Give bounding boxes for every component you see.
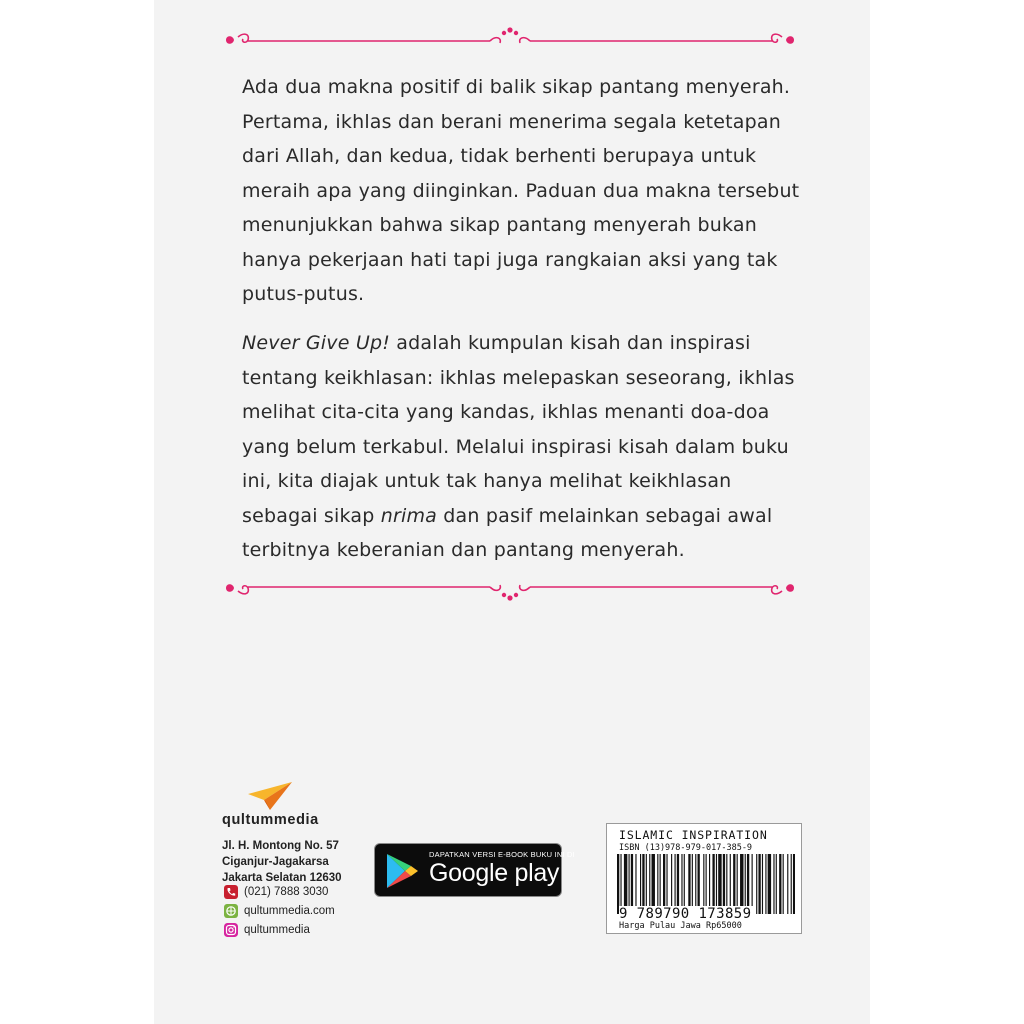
barcode-bar — [617, 854, 619, 914]
blurb-line: putus-putus. — [242, 283, 365, 305]
book-title: Never Give Up! — [242, 332, 391, 354]
barcode-bar — [624, 854, 627, 914]
blurb-line: ini, kita diajak untuk tak hanya melihat keikhlasan — [242, 470, 732, 492]
barcode-bar — [779, 854, 781, 914]
italic-word: nrima — [380, 504, 438, 527]
barcode-bar — [688, 854, 690, 914]
barcode-bar — [698, 854, 700, 914]
contact-phone — [224, 884, 328, 900]
blurb-line: tentang keikhlasan: ikhlas melepaskan seseorang, ikhlas — [242, 366, 795, 389]
barcode-bar — [677, 854, 679, 914]
barcode-bar — [737, 854, 738, 914]
phone-icon — [224, 885, 238, 899]
google-play-label: Google play — [429, 859, 560, 887]
barcode-bar — [723, 854, 725, 914]
blurb-line: sebagai sikap — [242, 504, 381, 527]
barcode-bar — [663, 854, 665, 914]
barcode-bar — [620, 854, 621, 914]
instagram-icon — [224, 923, 238, 937]
blurb-line: melihat cita-cita yang kandas, ikhlas menanti doa-doa — [242, 401, 770, 423]
phone-number: (021) 7888 3030 — [244, 886, 329, 898]
barcode-bar — [695, 854, 696, 914]
barcode-bar — [629, 854, 630, 914]
website-link: qultummedia.com — [244, 905, 335, 917]
blurb-line: yang belum terkabul. Melalui inspirasi kisah dalam buku — [242, 435, 789, 458]
barcode-number: 9 789790 173859 — [619, 906, 752, 922]
address-line: Ciganjur-Jagakarsa — [222, 856, 329, 868]
blurb-line: dari Allah, dan kedua, tidak berhenti berupaya untuk — [242, 145, 757, 167]
barcode-bar — [765, 854, 766, 914]
address-line: Jl. H. Montong No. 57 — [222, 840, 339, 852]
blurb-paragraph-2 — [242, 326, 812, 568]
barcode-bar — [640, 854, 641, 914]
barcode-bar — [718, 854, 721, 914]
barcode-bar — [712, 854, 714, 914]
isbn-text: ISBN (13)978-979-017-385-9 — [619, 843, 753, 853]
barcode-bar — [756, 854, 757, 914]
blurb-line: adalah kumpulan kisah dan inspirasi — [390, 332, 751, 354]
barcode-bar — [681, 854, 682, 914]
barcode-category: ISLAMIC INSPIRATION — [619, 828, 768, 842]
barcode-bar — [692, 854, 693, 914]
barcode-bar — [762, 854, 763, 914]
ornament-divider-top — [222, 24, 798, 54]
google-play-icon — [385, 853, 419, 889]
barcode-bar — [793, 854, 795, 914]
barcode-bar — [646, 854, 647, 914]
barcode-bar — [716, 854, 717, 914]
barcode-bar — [657, 854, 658, 914]
isbn-barcode-box — [606, 823, 802, 934]
blurb-line: hanya pekerjaan hati tapi juga rangkaian aksi yang tak — [242, 248, 778, 271]
globe-icon — [224, 904, 238, 918]
barcode-bar — [652, 854, 655, 914]
blurb-line: meraih apa yang diinginkan. Paduan dua makna tersebut — [242, 179, 800, 202]
blurb-paragraph-1 — [242, 70, 812, 312]
barcode-bar — [752, 854, 753, 914]
barcode-bar — [703, 854, 704, 914]
barcode-bar — [730, 854, 731, 914]
barcode-bar — [773, 854, 774, 914]
barcode-bar — [733, 854, 735, 914]
barcode-bar — [791, 854, 792, 914]
barcode-bar — [709, 854, 710, 914]
price-text: Harga Pulau Jawa Rp65000 — [619, 921, 742, 931]
contact-instagram — [224, 922, 310, 938]
blurb-line: menunjukkan bahwa sikap pantang menyerah bukan — [242, 214, 757, 236]
google-play-badge[interactable] — [374, 843, 575, 897]
barcode-bar — [660, 854, 661, 914]
contact-website — [224, 903, 335, 919]
publisher-address — [222, 838, 342, 886]
blurb-line: Pertama, ikhlas dan berani menerima segala ketetapan — [242, 110, 781, 133]
barcode-bar — [787, 854, 788, 914]
address-line: Jakarta Selatan 12630 — [222, 872, 342, 884]
google-play-caption: DAPATKAN VERSI E-BOOK BUKU INI DI — [429, 850, 575, 859]
barcode-bar — [745, 854, 746, 914]
barcode-bar — [671, 854, 672, 914]
barcode-bar — [642, 854, 644, 914]
barcode-bar — [758, 854, 760, 914]
barcode-bar — [675, 854, 676, 914]
barcode-bar — [666, 854, 667, 914]
blurb-line: terbitnya keberanian dan pantang menyerah. — [242, 539, 685, 561]
barcode-bars — [617, 854, 795, 914]
barcode-bar — [768, 854, 771, 914]
barcode-bar — [726, 854, 727, 914]
barcode-bar — [776, 854, 777, 914]
publisher-name: qultummedia — [222, 812, 319, 828]
barcode-bar — [684, 854, 685, 914]
barcode-bar — [631, 854, 633, 914]
ornament-divider-bottom — [222, 575, 798, 605]
barcode-bar — [740, 854, 743, 914]
barcode-bar — [635, 854, 636, 914]
blurb-line: Ada dua makna positif di balik sikap pantang menyerah. — [242, 76, 791, 98]
barcode-bar — [649, 854, 650, 914]
instagram-handle: qultummedia — [244, 924, 310, 936]
blurb-line: dan pasif melainkan sebagai awal — [437, 504, 773, 527]
paper-plane-logo-icon — [246, 780, 294, 812]
barcode-bar — [706, 854, 707, 914]
barcode-bar — [747, 854, 749, 914]
barcode-bar — [783, 854, 784, 914]
